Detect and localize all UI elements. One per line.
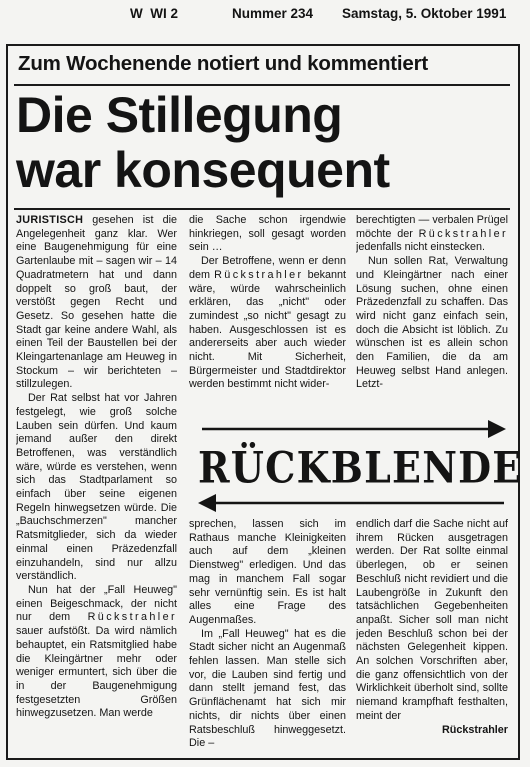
edition-label: W WI 2 (130, 6, 178, 21)
banner-title: RÜCKBLENDE (198, 442, 523, 493)
headline: Die Stillegung war konsequent (16, 87, 390, 198)
column-3-bottom (356, 518, 508, 756)
column-name: Rückstrahler (87, 611, 177, 624)
issue-date: Samstag, 5. Oktober 1991 (342, 6, 507, 21)
column-2-top (189, 214, 346, 418)
paragraph: Im „Fall Heuweg" hat es die Stadt sicher nicht an Augenmaß fehlen lassen. Man stelle sich vor, die Lauben sind fertig und dann stellt jemand fest, das Grünflächenamt hat sich mir nichts, dir nichts über einen Ratsbeschluß hinweggesetzt. Die – (189, 627, 346, 750)
paragraph-text: Der Betroffene, wenn er denn dem (189, 255, 346, 281)
paragraph: Der Rat selbst hat vor Jahren festgelegt, wie groß solche Lauben sein dürfen. Und kaum jemand außer den direkt Betroffenen, was verständlich wäre, würde es verstehen, wenn sich das Stadtparlament so einfach über seine eigenen Regeln hinwegsetzen würde. Die „Bauchschmerzen" mancher Ratsmitglieder, sich da wieder einmal einen Präzedenzfall einzuhandeln, sind nur allzu verständlich. (16, 392, 177, 583)
issue-number: Nummer 234 (232, 6, 314, 21)
paragraph: Nun sollen Rat, Verwaltung und Kleingärtner nach einer Lösung suchen, ohne einen Präzedenzfall zu schaffen. Das wird nicht ganz einfach sein, doch die Absicht ist löblich. Zu wünschen ist es allein schon den Familien, die da am Heuweg selbst Hand anlegen. Letzt- (356, 255, 508, 391)
column-name: Rückstrahler (418, 227, 508, 240)
column-name: Rückstrahler (214, 268, 304, 281)
paragraph (16, 214, 177, 392)
arrow-right-icon (488, 420, 506, 438)
kicker: Zum Wochenende notiert und kommentiert (18, 52, 429, 75)
headline-divider (14, 208, 510, 210)
arrow-left-icon (198, 494, 216, 512)
paragraph-text: Nun hat der „Fall Heuweg" einen Beigeschmack, der nicht nur dem (16, 583, 177, 624)
paragraph: sprechen, lassen sich im Rathaus manche Kleinigkeiten auch auf dem „kleinen Dienstweg" erledigen. Und das mag in manchem Fall sogar sehr vernünftig sein. Es ist halt alles eine Frage des Augenmaßes. (189, 518, 346, 626)
paragraph (189, 255, 346, 392)
paragraph-text: gesehen ist die Angelegenheit ganz klar. Wer eine Baugenehmigung für eine Gartenlaube mit – sagen wir – 14 Quadratmetern hat und dann doppelt so groß baut, der verstößt gegen Recht und Gesetz. So gesehen hatte die Stadt gar keine andere Wahl, als einen Teil der Baustellen bei der Kleingartenanlage am Heuweg in Stockum – wir berichteten – stillzulegen. (16, 214, 177, 391)
paragraph-text: berechtigten — verbalen Prügel möchte der (356, 214, 508, 240)
paragraph-text: jedenfalls nicht einstecken. (356, 241, 486, 254)
lead-word: JURISTISCH (16, 214, 84, 226)
paragraph: die Sache schon irgendwie hinkriegen, soll gesagt worden sein … (189, 214, 346, 254)
masthead (0, 0, 530, 28)
kicker-divider (14, 84, 510, 86)
paragraph (356, 214, 508, 255)
author-signature: Rückstrahler (441, 723, 508, 736)
column-3-top (356, 214, 508, 418)
paragraph (16, 584, 177, 721)
rueckblende-banner (188, 420, 523, 516)
paragraph-text: sauer aufstößt. Da wird nämlich behauptet, ein Ratsmitglied habe die Kleingärtner mehr oder weniger ermuntert, sich über die in der Baugenehmigung festgesetzten Größen hinwegzusetzen. Man werde (16, 625, 177, 720)
column-1 (16, 214, 177, 756)
paragraph-text: bekannt wäre, würde wahrscheinlich erklären, das „nicht" oder zumindest „so nicht" gesagt zu haben. Ausgeschlossen ist es andererseits aber auch wieder nicht. Mit Sicherheit, Bürgermeister und Stadtdirektor werden bestimmt nicht wider- (189, 268, 346, 391)
paragraph: endlich darf die Sache nicht auf ihrem Rücken ausgetragen werden. Der Rat sollte einmal überlegen, ob er seinen Beschluß nicht revidiert und die Laubengröße in Zukunft den tatsächlichen Gegebenheiten anpaßt. Sicher soll man nicht jeden Beschluß schon bei der nächsten Gelegenheit kippen. An solchen Vorschriften aber, die ganz offensichtlich von der Wirklichkeit überholt sind, sollte niemand krampfhaft festhalten, meint der (356, 518, 508, 722)
column-2-bottom (189, 518, 346, 756)
